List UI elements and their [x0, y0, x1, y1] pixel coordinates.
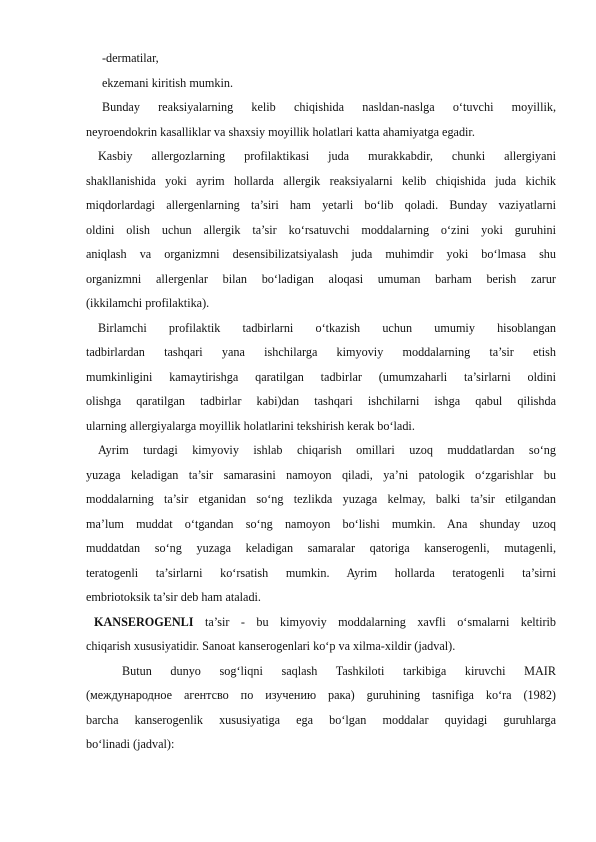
- line-text: moddalarning ta’sir etganidan so‘ng tezlikda yuzaga kelmay, balki ta’sir etilgandan: [86, 492, 556, 506]
- line-text: ularning allergiyalarga moyillik holatlarini tekshirish kerak bo‘ladi.: [86, 418, 415, 433]
- line-text: organizmni allergenlar bilan bo‘ladigan aloqasi umuman barham berish zarur: [86, 271, 556, 286]
- text-line: [102, 48, 556, 68]
- line-text: Birlamchi profilaktik tadbirlarni o‘tkazish uchun umumiy hisoblangan: [98, 320, 556, 335]
- text-line: [102, 73, 556, 93]
- line-text: ta’sir - bu kimyoviy moddalarning xavfli o‘smalarni keltirib: [193, 614, 556, 629]
- line-text: miqdorlardagi allergenlarning ta’siri ham yetarli bo‘lib qoladi. Bunday vaziyatlarni: [86, 198, 556, 212]
- line-text: Kasbiy allergozlarning profilaktikasi juda murakkabdir, chunki allergiyani: [98, 149, 556, 163]
- term-keyword: KANSEROGENLI: [94, 614, 194, 629]
- line-text: Ayrim turdagi kimyoviy ishlab chiqarish omillari uzoq muddatlardan so‘ng: [98, 443, 556, 457]
- text-line: [86, 636, 556, 656]
- text-line: [86, 734, 556, 754]
- text-line: [86, 122, 556, 142]
- line-text: tadbirlardan tashqari yana ishchilarga kimyoviy moddalarning ta’sir etish: [86, 345, 556, 359]
- text-line: [86, 244, 556, 264]
- text-line: [86, 685, 556, 705]
- text-line: [86, 367, 556, 387]
- text-line: [98, 318, 556, 338]
- text-line: [86, 171, 556, 191]
- text-line: [86, 293, 556, 313]
- line-text: embriotoksik ta’sir deb ham ataladi.: [86, 590, 261, 604]
- line-text: Butun dunyo sog‘liqni saqlash Tashkiloti tarkibiga kiruvchi MAIR: [122, 663, 556, 678]
- text-line: [86, 220, 556, 240]
- text-line: [86, 465, 556, 485]
- line-text: neyroendokrin kasalliklar va shaxsiy moyillik holatlari katta ahamiyatga egadir.: [86, 124, 475, 139]
- text-line: [86, 342, 556, 362]
- line-text: Bunday reaksiyalarning kelib chiqishida nasldan-naslga o‘tuvchi moyillik,: [102, 100, 556, 114]
- text-line: [86, 538, 556, 558]
- line-text: muddatdan so‘ng yuzaga keladigan samaralar qatoriga kanserogenli, mutagenli,: [86, 541, 556, 555]
- line-text: (международное агентсво по изучению рака) guruhining tasnifiga ko‘ra (1982): [86, 688, 556, 702]
- line-text: -dermatilar,: [102, 51, 159, 65]
- text-line: [86, 710, 556, 730]
- text-line: [122, 661, 556, 681]
- text-line: [102, 97, 556, 117]
- text-line: [94, 612, 556, 632]
- text-line: [86, 391, 556, 411]
- text-line: [86, 563, 556, 583]
- line-text: shakllanishida yoki ayrim hollarda allergik reaksiyalarni kelib chiqishida juda kichik: [86, 173, 556, 188]
- text-line: [98, 440, 556, 460]
- text-line: [86, 514, 556, 534]
- line-text: yuzaga keladigan ta’sir samarasini namoyon qiladi, ya’ni patologik o‘zgarishlar bu: [86, 467, 556, 482]
- text-line: [86, 195, 556, 215]
- line-text: ma’lum muddat o‘tgandan so‘ng namoyon bo‘lishi mumkin. Ana shunday uzoq: [86, 516, 556, 531]
- line-text: aniqlash va organizmni desensibilizatsiyalash juda muhimdir yoki bo‘lmasa shu: [86, 247, 556, 261]
- text-line: [86, 416, 556, 436]
- line-text: chiqarish xususiyatidir. Sanoat kanserogenlari ko‘p va xilma-xildir (jadval).: [86, 639, 456, 653]
- line-text: barcha kanserogenlik xususiyatiga ega bo‘lgan moddalar quyidagi guruhlarga: [86, 712, 556, 727]
- text-line: [98, 146, 556, 166]
- line-text: oldini olish uchun allergik ta’sir ko‘rsatuvchi moddalarning o‘zini yoki guruhini: [86, 222, 556, 237]
- line-text: ekzemani kiritish mumkin.: [102, 75, 233, 90]
- text-line: [86, 269, 556, 289]
- line-text: olishga qaratilgan tadbirlar kabi)dan tashqari ishchilarni ishga qabul qilishda: [86, 394, 556, 408]
- line-text: mumkinligini kamaytirishga qaratilgan tadbirlar (umumzaharli ta’sirlarni oldini: [86, 369, 556, 384]
- line-text: (ikkilamchi profilaktika).: [86, 296, 210, 310]
- line-text: bo‘linadi (jadval):: [86, 737, 175, 751]
- text-line: [86, 587, 556, 607]
- line-text: teratogenli ta’sirlarni ko‘rsatish mumkin. Ayrim hollarda teratogenli ta’sirni: [86, 565, 556, 580]
- text-line: [86, 489, 556, 509]
